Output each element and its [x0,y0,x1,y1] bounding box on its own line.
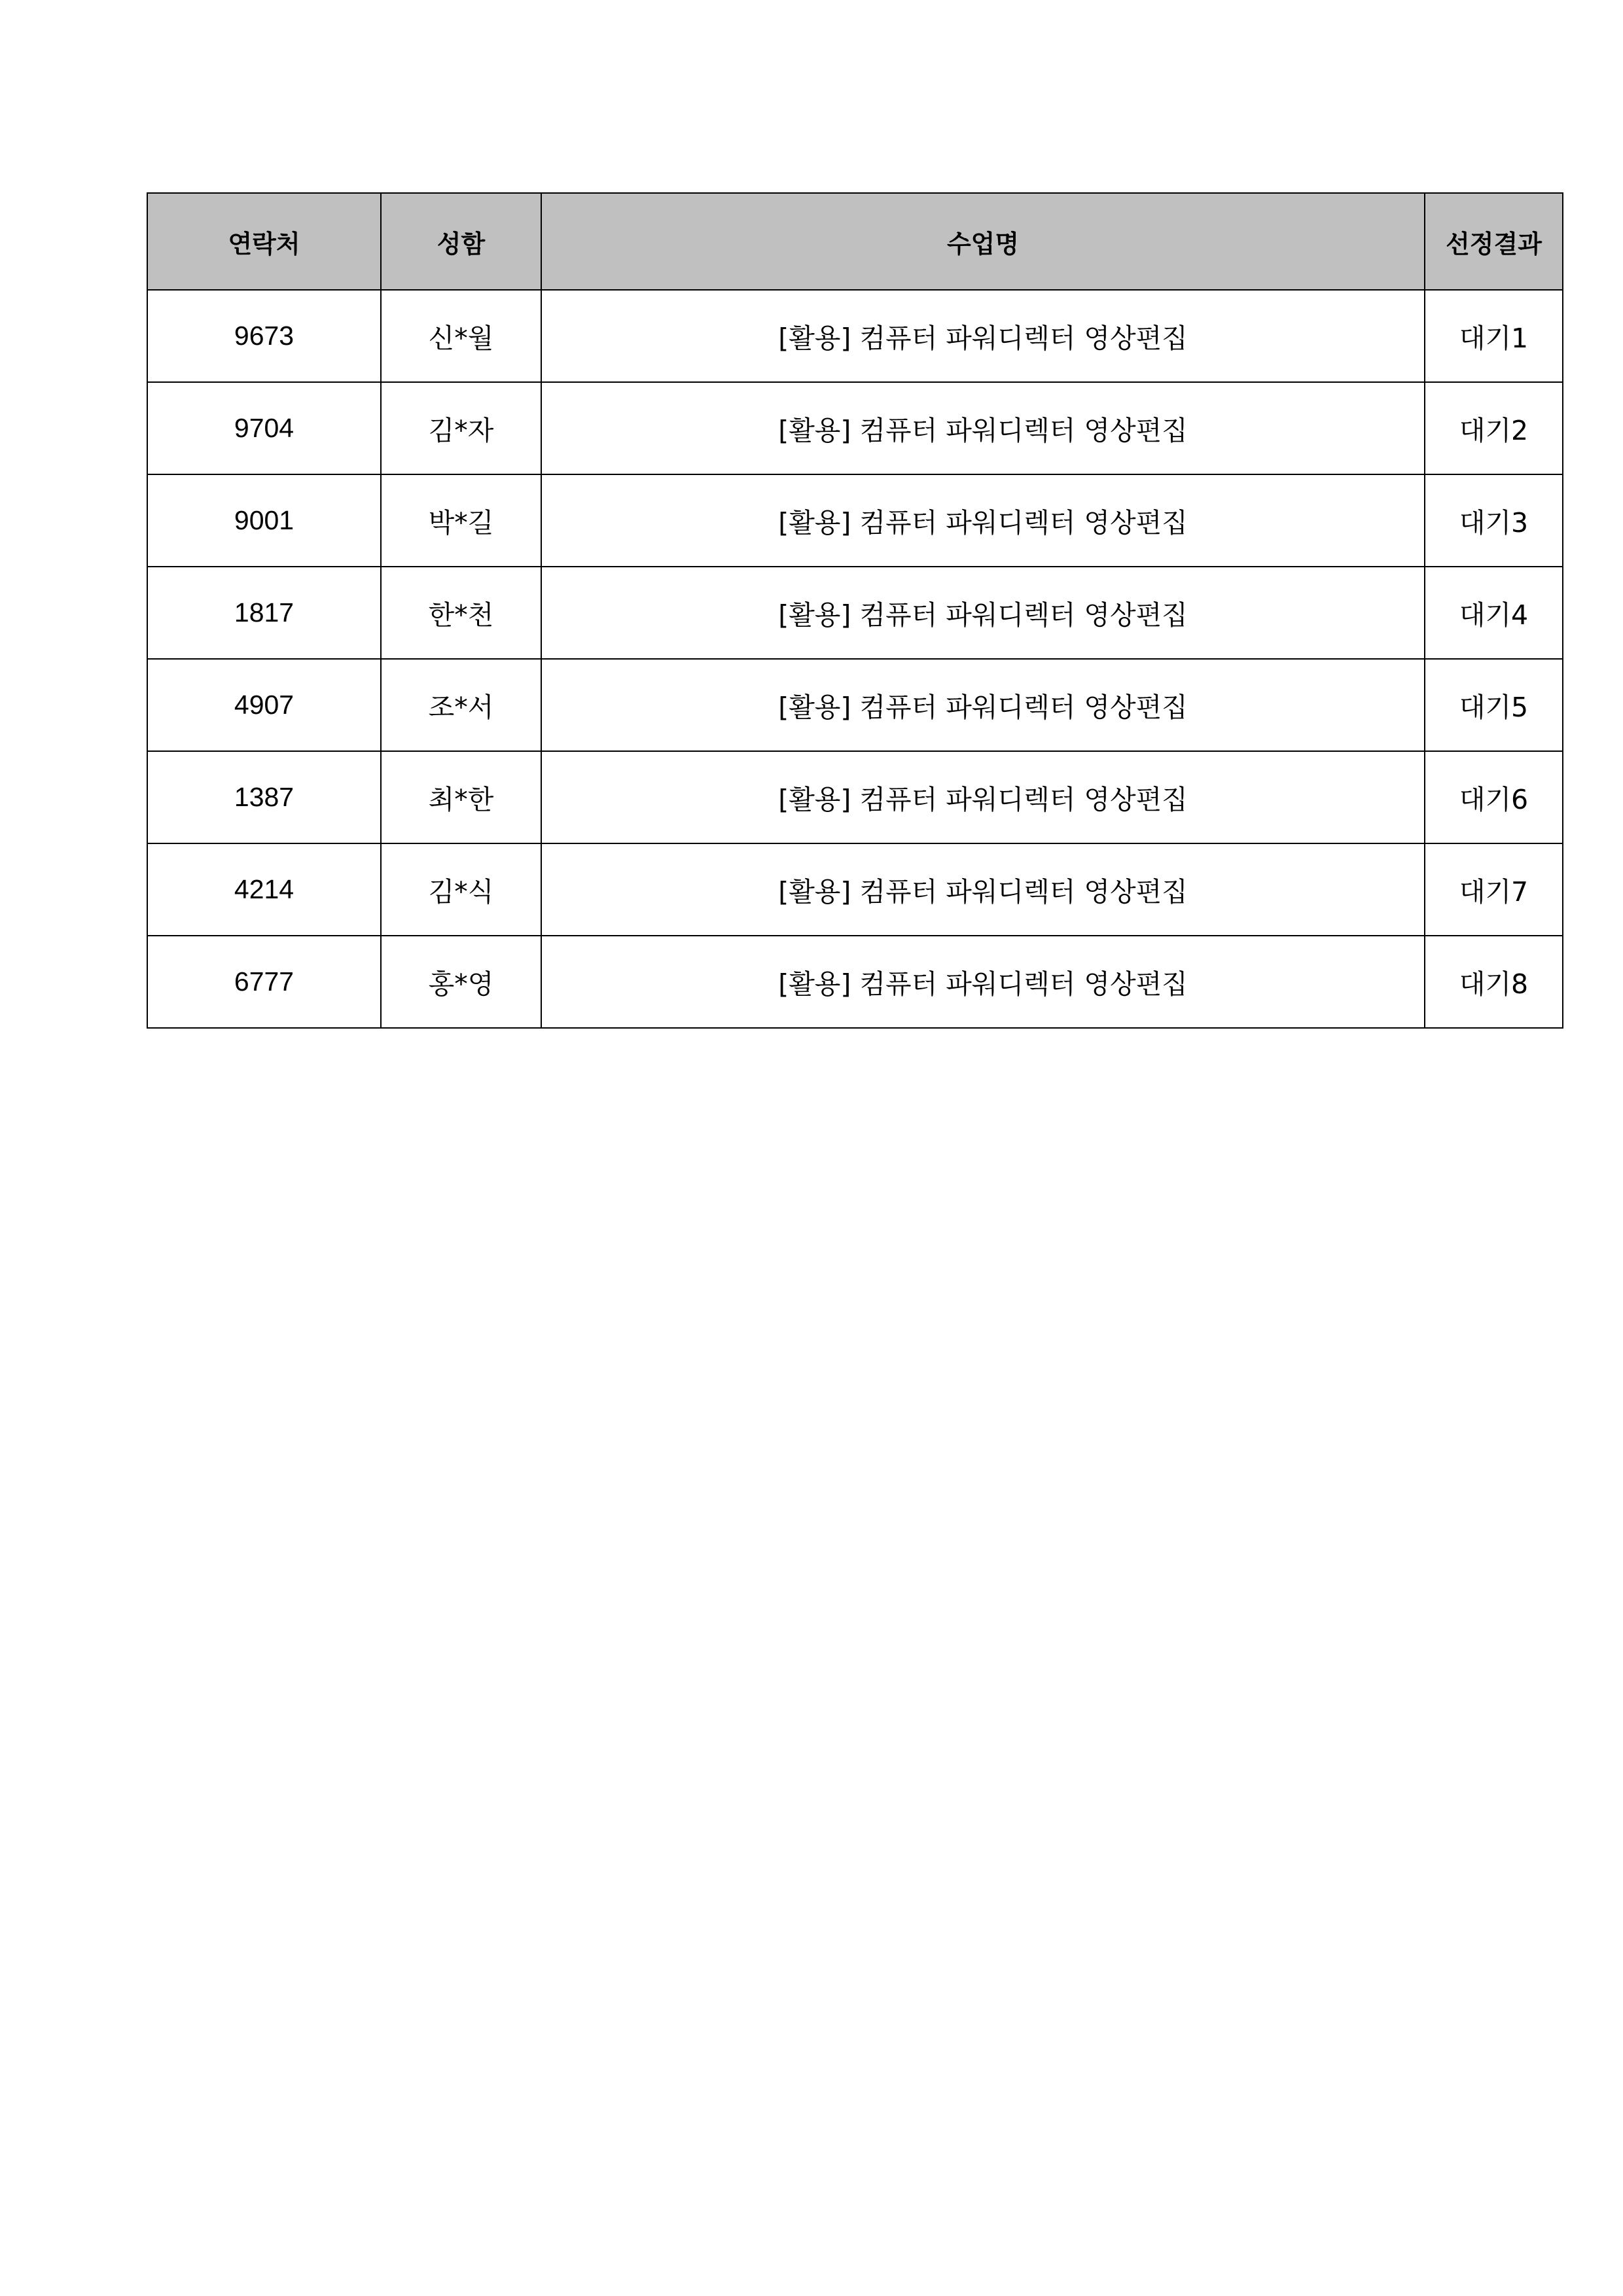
table-header [147,193,1563,290]
column-header-course: 수업명 [541,193,1425,290]
result-cell: 대기2 [1425,382,1563,474]
contact-cell: 9673 [147,290,381,382]
course-cell: [활용] 컴퓨터 파워디렉터 영상편집 [541,659,1425,751]
contact-cell: 6777 [147,936,381,1028]
contact-cell: 4907 [147,659,381,751]
name-cell: 홍*영 [381,936,541,1028]
result-cell: 대기4 [1425,567,1563,659]
name-cell: 조*서 [381,659,541,751]
table-row [147,843,1563,936]
selection-result-table [147,192,1563,1029]
course-cell: [활용] 컴퓨터 파워디렉터 영상편집 [541,474,1425,567]
result-cell: 대기6 [1425,751,1563,843]
table-row [147,659,1563,751]
result-cell: 대기7 [1425,843,1563,936]
table-row [147,936,1563,1028]
column-header-result: 선정결과 [1425,193,1563,290]
result-cell: 대기8 [1425,936,1563,1028]
contact-cell: 1817 [147,567,381,659]
header-row [147,193,1563,290]
table-row [147,567,1563,659]
contact-cell: 9001 [147,474,381,567]
table-row [147,751,1563,843]
course-cell: [활용] 컴퓨터 파워디렉터 영상편집 [541,290,1425,382]
course-cell: [활용] 컴퓨터 파워디렉터 영상편집 [541,751,1425,843]
column-header-name: 성함 [381,193,541,290]
column-header-contact: 연락처 [147,193,381,290]
name-cell: 최*한 [381,751,541,843]
result-cell: 대기3 [1425,474,1563,567]
table-row [147,382,1563,474]
course-cell: [활용] 컴퓨터 파워디렉터 영상편집 [541,936,1425,1028]
course-cell: [활용] 컴퓨터 파워디렉터 영상편집 [541,843,1425,936]
result-cell: 대기5 [1425,659,1563,751]
name-cell: 김*자 [381,382,541,474]
selection-result-sheet [147,192,1562,1029]
name-cell: 한*천 [381,567,541,659]
contact-cell: 1387 [147,751,381,843]
course-cell: [활용] 컴퓨터 파워디렉터 영상편집 [541,567,1425,659]
name-cell: 박*길 [381,474,541,567]
name-cell: 김*식 [381,843,541,936]
course-cell: [활용] 컴퓨터 파워디렉터 영상편집 [541,382,1425,474]
contact-cell: 9704 [147,382,381,474]
result-cell: 대기1 [1425,290,1563,382]
contact-cell: 4214 [147,843,381,936]
table-body [147,290,1563,1028]
table-row [147,290,1563,382]
name-cell: 신*월 [381,290,541,382]
table-row [147,474,1563,567]
